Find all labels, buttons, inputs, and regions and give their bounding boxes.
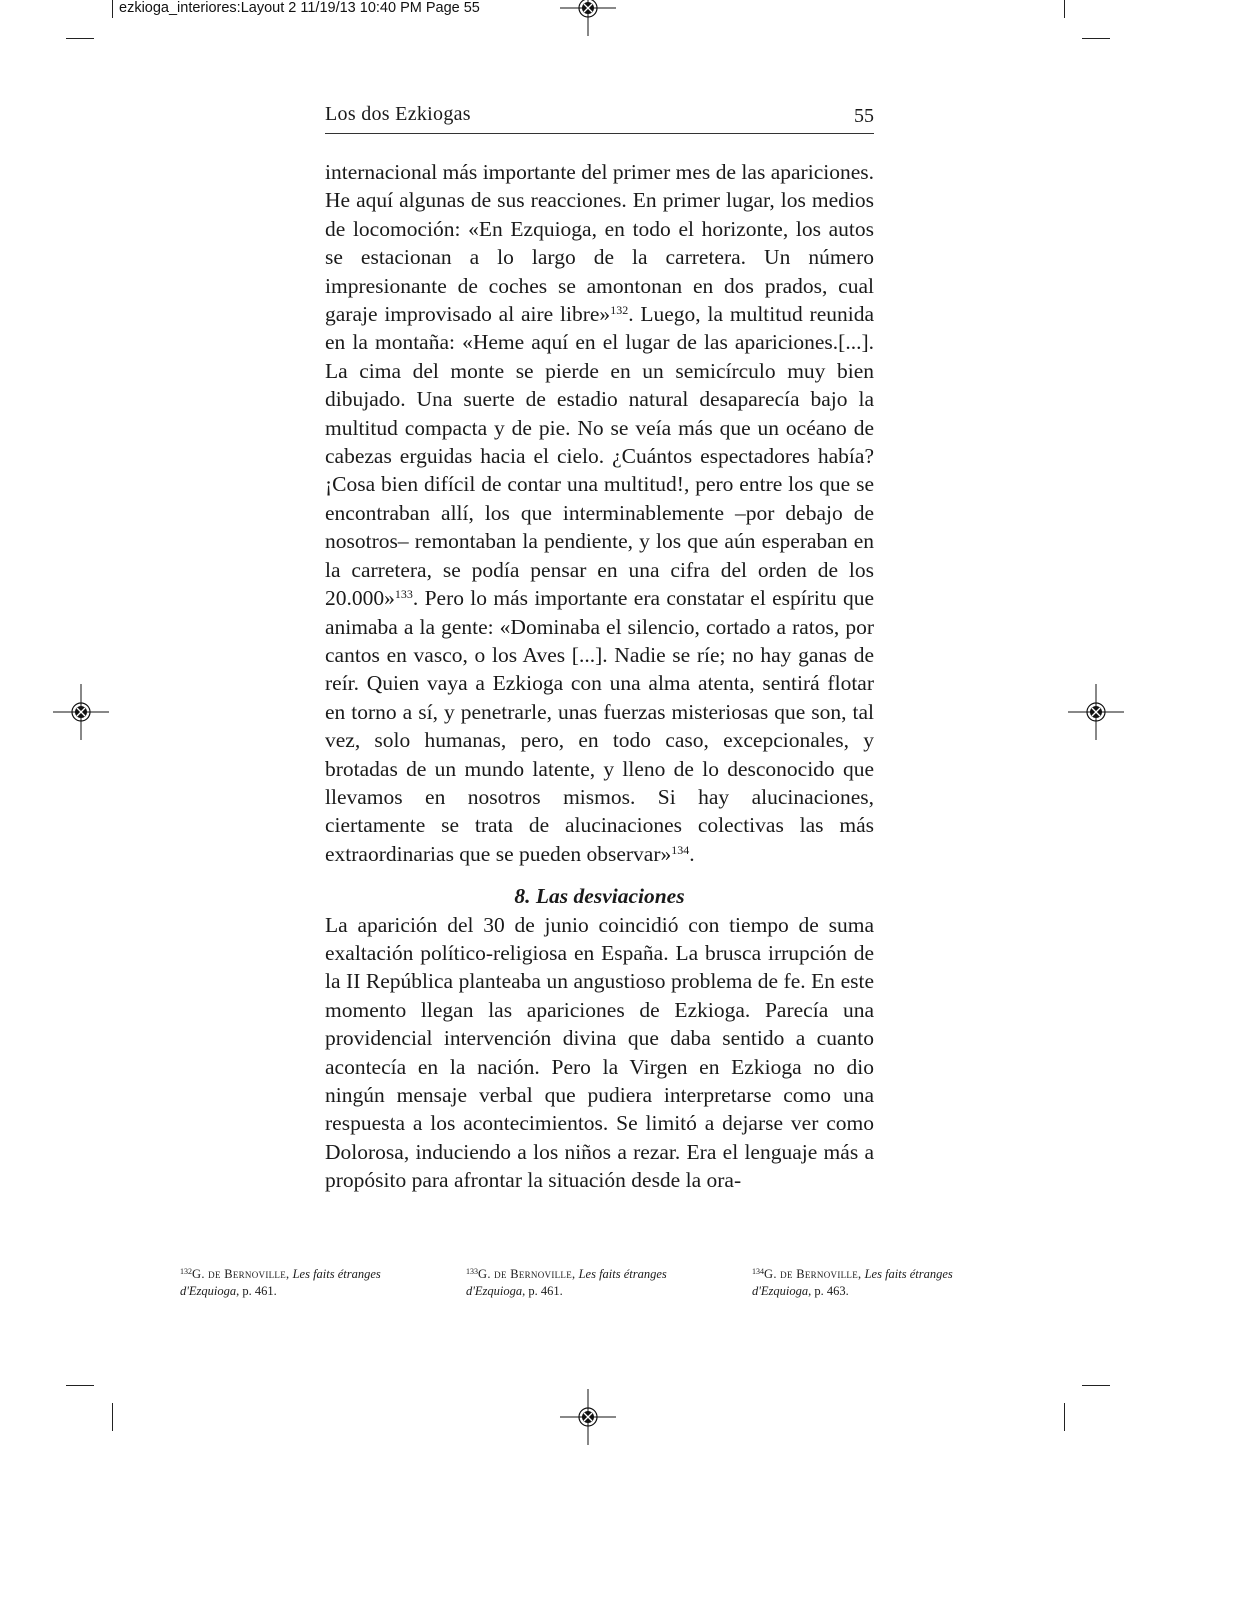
section-heading: 8. Las desviaciones — [514, 884, 685, 909]
crop-mark-bottom-right-horizontal — [1082, 1385, 1110, 1386]
crop-mark-top-left-horizontal — [66, 38, 94, 39]
paragraph-2: La aparición del 30 de junio coincidió con tiempo de suma exaltación político-religiosa en España. La brusca irrupción de la II República planteaba un angustioso problema de fe. En este momento llegan las apariciones de Ezkioga. Parecía una providencial intervención divina que daba sentido a cuanto acontecía en la nación. Pero la Virgen en Ezkioga no dio ningún mensaje verbal que pudiera interpretarse como una respuesta a los acontecimientos. Se limitó a dejarse ver como Dolorosa, induciendo a los niños a rezar. Era el lenguaje más a propósito para afrontar la situación desde la ora- — [325, 912, 874, 1193]
running-title: Los dos Ezkiogas — [325, 103, 471, 125]
footnote-132 — [180, 1263, 420, 1300]
page-number: 55 — [854, 105, 874, 127]
footnote-number: 133 — [466, 1267, 478, 1276]
paragraph-1-part-2: . Luego, la multitud reunida en la montaña: «Heme aquí en el lugar de las apariciones.[...]. La cima del monte se pierde en un semicírculo muy bien dibujado. Una suerte de estadio natural desaparecía bajo la multitud compacta y de pie. No se veía más que un océano de cabezas erguidas hacia el cielo. ¿Cuántos espectadores había? ¡Cosa bien difícil de contar una multitud!, pero entre los que se encontraban allí, los que interminablemente –por debajo de nosotros– remontaban la pendiente, y los que aún esperaban en la carretera, se podía pensar en una cifra del orden de los 20.000» — [325, 302, 875, 611]
footnote-page: , p. 461. — [236, 1284, 277, 1298]
footnote-work: Les faits étranges d'Ezquioga — [180, 1267, 381, 1298]
paragraph-1-part-4: . — [689, 841, 695, 866]
crop-mark-top-right-vertical — [1064, 0, 1065, 18]
footnote-author: G. de Bernoville, — [764, 1267, 862, 1281]
registration-mark-left-icon — [53, 684, 109, 740]
crop-mark-top-left-vertical — [112, 0, 113, 18]
crop-mark-bottom-left-vertical — [112, 1403, 113, 1431]
paragraph-1-part-1: internacional más importante del primer mes de las apariciones. He aquí algunas de sus reacciones. En primer lugar, los medios de locomoción: «En Ezquioga, en todo el horizonte, los autos se estacionan a lo largo de la carretera. Un número impresionante de coches se amontonan en dos prados, cual garaje improvisado al aire libre» — [325, 160, 874, 327]
paragraph-1 — [325, 158, 874, 868]
footnote-ref-134: 134 — [671, 842, 690, 857]
crop-mark-bottom-right-vertical — [1064, 1403, 1065, 1431]
footnote-number: 134 — [752, 1267, 764, 1276]
footnote-page: , p. 461. — [522, 1284, 563, 1298]
registration-mark-right-icon — [1068, 684, 1124, 740]
printer-slug: ezkioga_interiores:Layout 2 11/19/13 10:40 PM Page 55 — [119, 0, 480, 16]
footnote-work: Les faits étranges d'Ezquioga — [752, 1267, 953, 1298]
registration-mark-bottom-icon — [560, 1389, 616, 1445]
footnote-number: 132 — [180, 1267, 192, 1276]
crop-mark-top-right-horizontal — [1082, 38, 1110, 39]
registration-mark-top-icon — [560, 0, 616, 36]
footnote-ref-133: 133 — [394, 587, 413, 602]
running-header — [325, 103, 874, 134]
footnote-author: G. de Bernoville, — [478, 1267, 576, 1281]
footnote-133 — [466, 1263, 706, 1300]
crop-mark-bottom-left-horizontal — [66, 1385, 94, 1386]
paragraph-1-part-3: . Pero lo más importante era constatar el espíritu que animaba a la gente: «Dominaba el silencio, cortado a ratos, por cantos en vasco, o los Aves [...]. Nadie se ríe; no hay ganas de reír. Quien vaya a Ezkioga con una alma atenta, sentirá flotar en torno a sí, y penetrarle, unas fuerzas misteriosas que son, tal vez, solo humanas, pero, en todo caso, excepcionales, y brotadas de un mundo latente, y lleno de lo desconocido que llevamos en nosotros mismos. Si hay alucinaciones, ciertamente se trata de alucinaciones colectivas las más extraordinarias que se pueden observar» — [325, 586, 874, 866]
body-text — [325, 158, 874, 1195]
footnote-ref-132: 132 — [610, 303, 629, 318]
footnote-work: Les faits étranges d'Ezquioga — [466, 1267, 667, 1298]
footnote-134 — [752, 1263, 992, 1300]
footnote-page: , p. 463. — [808, 1284, 849, 1298]
footnote-author: G. de Bernoville, — [192, 1267, 290, 1281]
